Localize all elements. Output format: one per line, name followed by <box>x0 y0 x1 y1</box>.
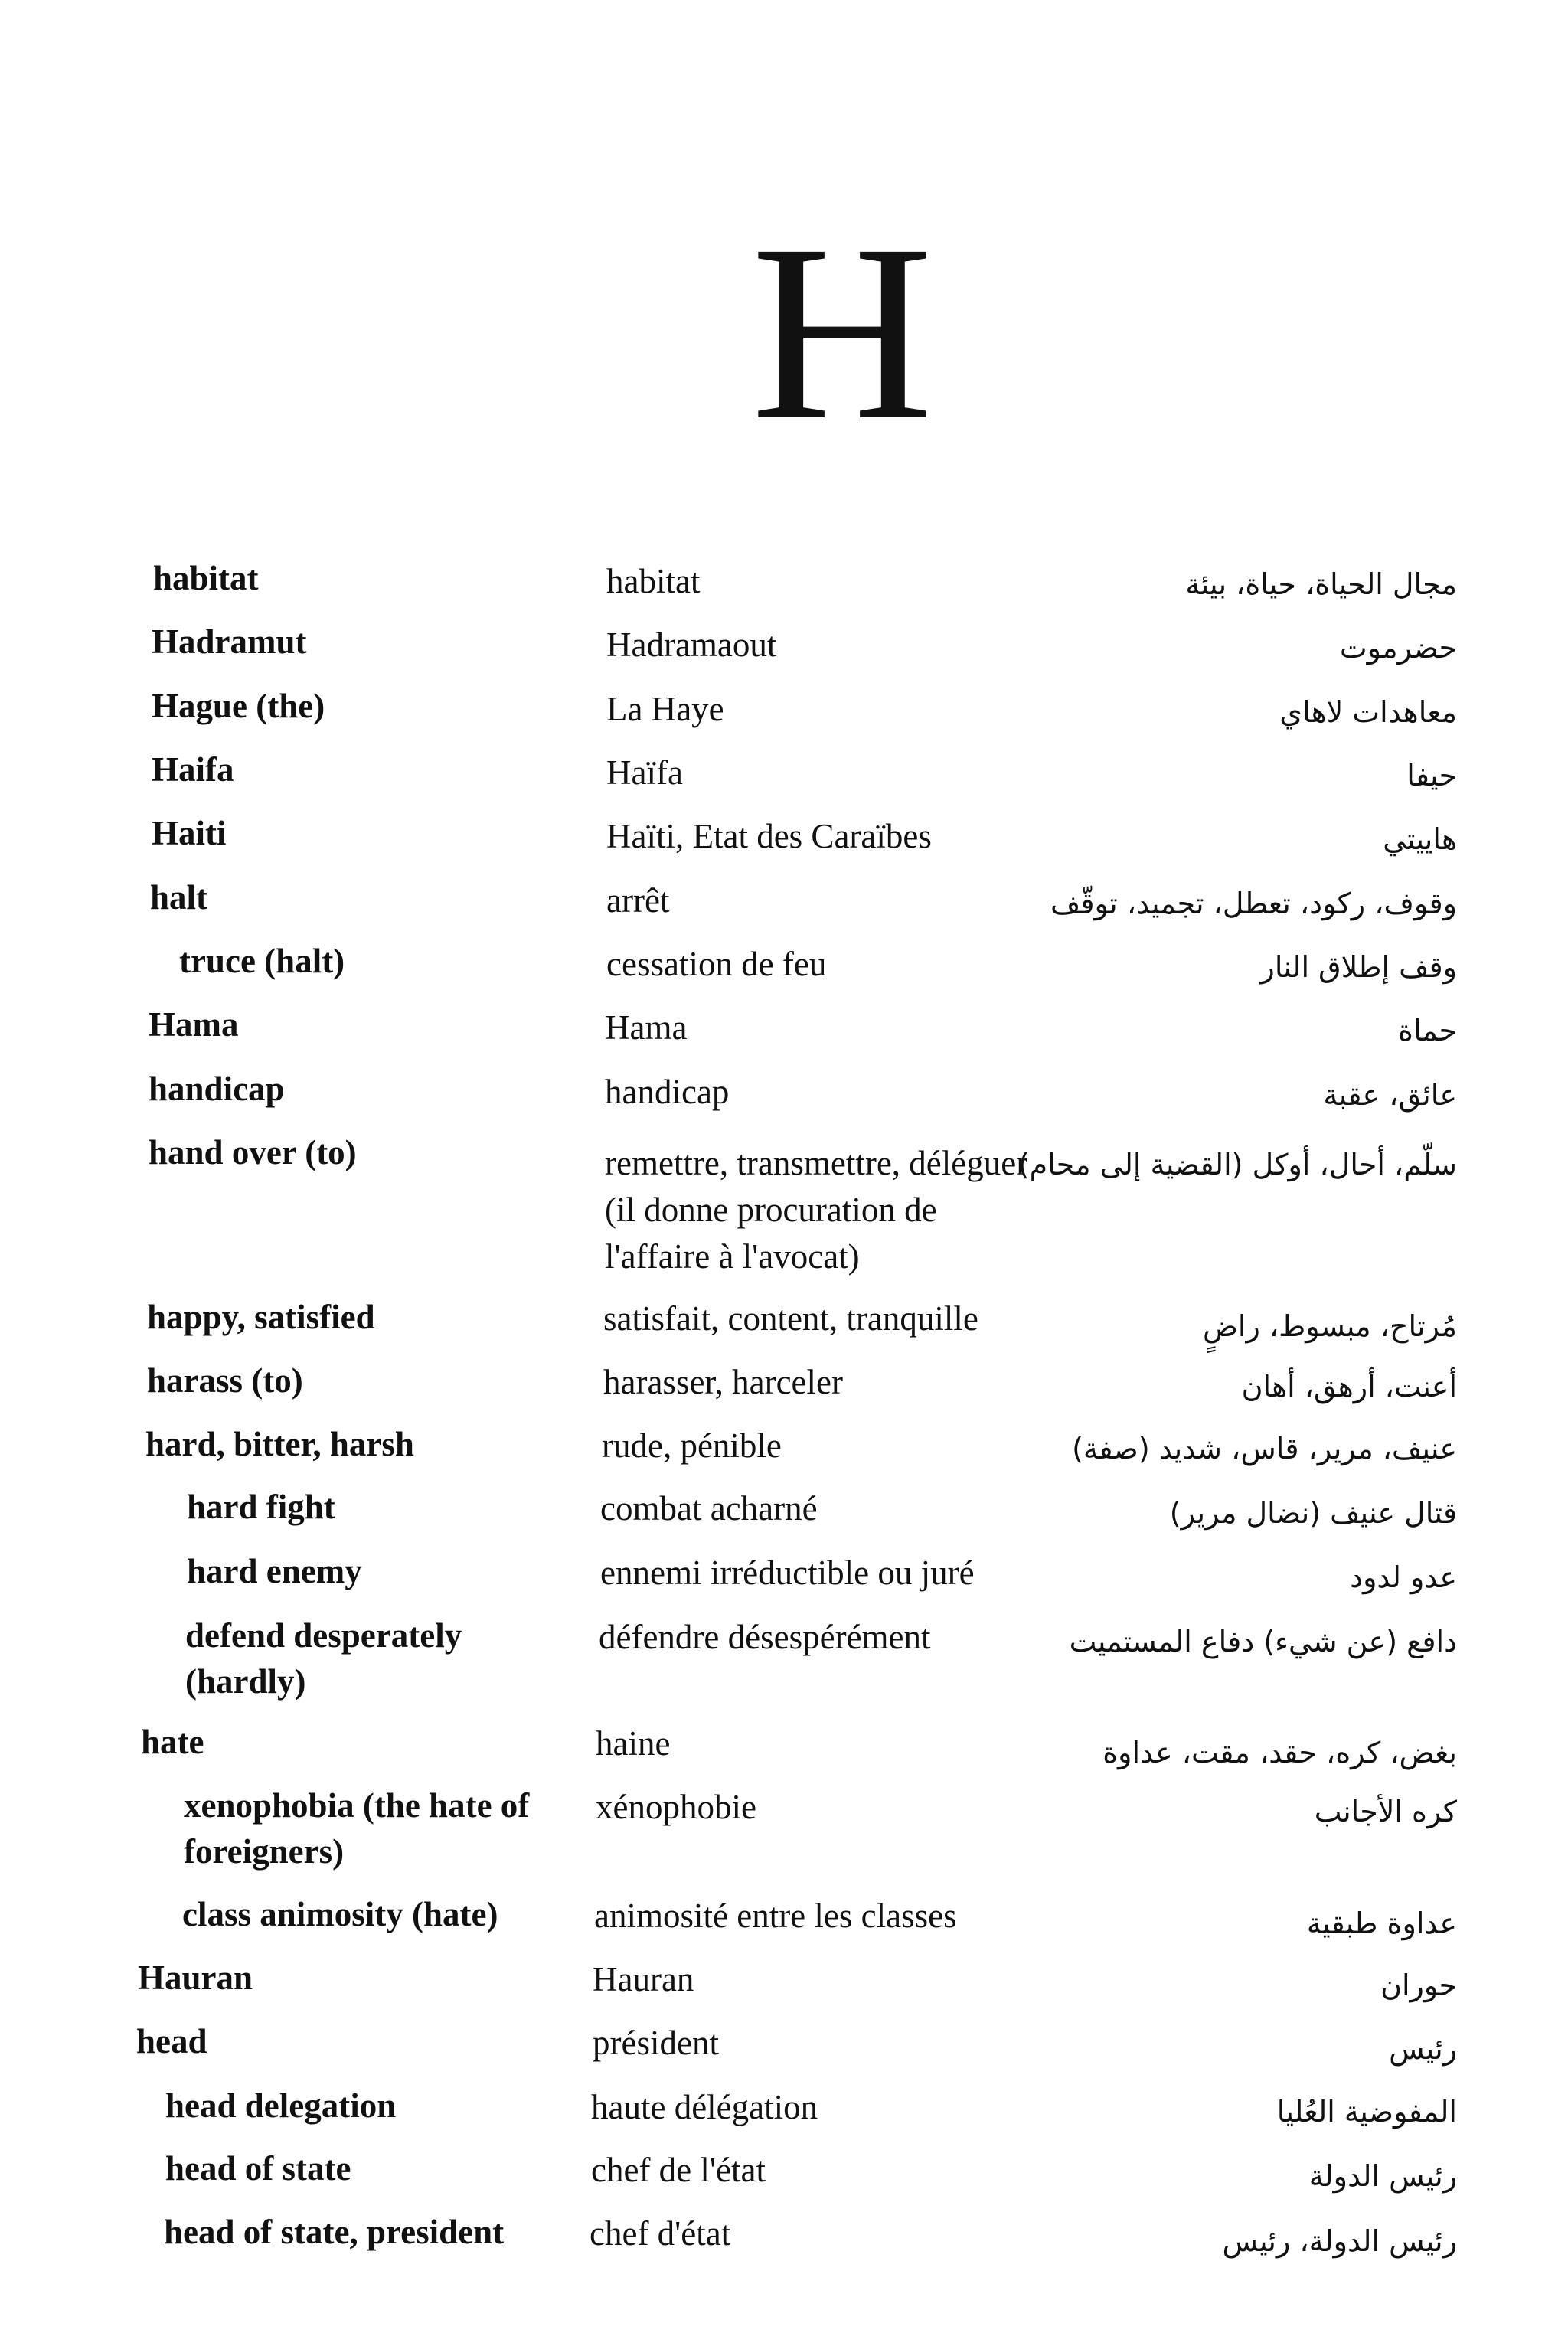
english-term: hand over (to) <box>149 1133 357 1171</box>
english-term: hard fight <box>187 1488 335 1526</box>
english-term: head delegation <box>165 2086 397 2125</box>
french-term: xénophobie <box>596 1788 756 1826</box>
english-term: Haifa <box>152 750 234 789</box>
section-letter-heading: H <box>750 193 934 472</box>
french-term: Hama <box>605 1008 688 1047</box>
french-term: Hauran <box>593 1960 694 1998</box>
french-term: satisfait, content, tranquille <box>603 1299 978 1338</box>
english-term: habitat <box>153 559 259 597</box>
french-term: remettre, transmettre, déléguer (il donne procuration de l'affaire à l'avocat) <box>605 1144 1028 1276</box>
french-term: rude, pénible <box>602 1426 782 1465</box>
french-term: chef d'état <box>590 2214 731 2253</box>
french-term: défendre désespérément <box>599 1618 931 1656</box>
english-term: head of state, president <box>164 2213 505 2251</box>
english-term: halt <box>150 878 208 917</box>
arabic-term: حماة <box>1398 1014 1457 1047</box>
arabic-term: المفوضية العُليا <box>1276 2095 1457 2129</box>
french-term: habitat <box>606 562 701 600</box>
arabic-term: هاييتي <box>1383 822 1457 856</box>
arabic-term: وقف إطلاق النار <box>1260 950 1457 984</box>
french-term: ennemi irréductible ou juré <box>600 1554 975 1592</box>
french-term: harasser, harceler <box>603 1363 843 1401</box>
english-term: truce (halt) <box>179 942 345 980</box>
english-term: Hague (the) <box>152 687 325 725</box>
english-term: Haiti <box>152 814 227 852</box>
arabic-term: بغض، كره، حقد، مقت، عداوة <box>1102 1736 1457 1769</box>
english-term: xenophobia (the hate of foreigners) <box>184 1786 530 1871</box>
french-term: animosité entre les classes <box>594 1897 957 1935</box>
french-term: La Haye <box>606 690 724 728</box>
arabic-term: كره الأجانب <box>1314 1795 1457 1828</box>
arabic-term: مُرتاح، مبسوط، راضٍ <box>1202 1309 1457 1343</box>
arabic-term: حوران <box>1380 1969 1457 2002</box>
english-term: Hama <box>149 1005 239 1044</box>
arabic-term: دافع (عن شيء) دفاع المستميت <box>1069 1625 1457 1658</box>
french-term: arrêt <box>606 881 670 920</box>
arabic-term: رئيس <box>1389 2032 1457 2066</box>
french-term: Haïfa <box>606 753 683 792</box>
french-term: Hadramaout <box>606 626 777 664</box>
english-term: happy, satisfied <box>147 1298 375 1336</box>
arabic-term: معاهدات لاهاي <box>1279 695 1457 729</box>
arabic-term: رئيس الدولة، رئيس <box>1222 2224 1457 2258</box>
english-term: hate <box>141 1723 204 1761</box>
french-term: combat acharné <box>600 1489 818 1528</box>
english-term: hard enemy <box>187 1552 362 1590</box>
english-term: harass (to) <box>147 1361 303 1400</box>
french-term: chef de l'état <box>591 2151 766 2189</box>
english-term: defend desperately (hardly) <box>185 1616 462 1701</box>
arabic-term: وقوف، ركود، تعطل، تجميد، توقّف <box>1050 887 1457 920</box>
french-term: haine <box>596 1724 671 1763</box>
arabic-term: عنيف، مرير، قاس، شديد (صفة) <box>1072 1432 1457 1465</box>
arabic-term: عائق، عقبة <box>1323 1078 1457 1112</box>
arabic-term: عداوة طبقية <box>1306 1907 1457 1940</box>
arabic-term: مجال الحياة، حياة، بيئة <box>1185 567 1457 601</box>
english-term: head of state <box>165 2149 351 2188</box>
french-term: handicap <box>605 1073 730 1111</box>
english-term: head <box>136 2022 207 2060</box>
french-term: président <box>593 2024 719 2062</box>
english-term: Hadramut <box>152 622 307 661</box>
english-term: hard, bitter, harsh <box>145 1425 414 1463</box>
arabic-term: حضرموت <box>1339 631 1457 665</box>
english-term: class animosity (hate) <box>182 1895 498 1933</box>
arabic-term: رئيس الدولة <box>1308 2159 1457 2193</box>
arabic-term: حيفا <box>1406 759 1457 792</box>
french-term: haute délégation <box>591 2088 818 2126</box>
french-term: cessation de feu <box>606 945 827 983</box>
arabic-term: أعنت، أرهق، أهان <box>1241 1370 1457 1403</box>
french-term: Haïti, Etat des Caraïbes <box>606 817 932 855</box>
arabic-term: عدو لدود <box>1350 1560 1457 1594</box>
arabic-term: قتال عنيف (نضال مرير) <box>1169 1496 1457 1530</box>
english-term: handicap <box>149 1070 285 1108</box>
english-term: Hauran <box>138 1959 253 1997</box>
arabic-term: سلّم، أحال، أوكل (القضية إلى محام) <box>1018 1148 1457 1181</box>
